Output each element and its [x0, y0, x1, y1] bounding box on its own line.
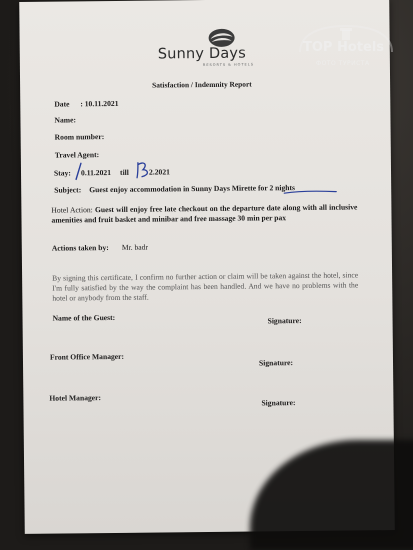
stay-till-label: till	[119, 167, 129, 177]
name-field-label: Name:	[54, 115, 77, 125]
guest-signature-label: Signature:	[267, 316, 302, 326]
subject-label: Subject:	[54, 185, 82, 195]
hotel-manager-signature-label: Signature:	[261, 398, 296, 408]
hotel-action-paragraph	[51, 202, 357, 225]
front-office-manager-label: Front Office Manager:	[49, 351, 125, 362]
actions-taken-by-label: Actions taken by:	[51, 243, 109, 253]
room-number-label: Room number:	[54, 132, 105, 142]
hotel-action-text: Guest will enjoy free late checkout on the departure date along with all inclusive amenities and fruit basket and minibar and free massage 30 min per pax	[51, 202, 358, 225]
watermark-brand: TOP Hotels	[303, 40, 385, 55]
hotel-brand-name: Sunny Days	[157, 45, 247, 63]
certificate-statement: By signing this certificate, I confirm no further action or claim will be taken against the hotel, since I'm fully satisfied by the way the complaint has been handled. And we have no problems with the hotel or anybody from the staff.	[52, 270, 359, 303]
hotel-brand-tagline: RESORTS & HOTELS	[202, 62, 254, 68]
hotel-manager-label: Hotel Manager:	[49, 393, 102, 403]
travel-agent-label: Travel Agent:	[54, 150, 100, 160]
stay-label: Stay:	[53, 168, 71, 178]
date-label: Date	[54, 99, 70, 109]
watermark-subtitle: ФОТО ТУРИСТА	[316, 60, 370, 67]
pen-underline-icon	[283, 189, 337, 196]
front-office-signature-label: Signature:	[258, 358, 294, 368]
stay-from-date: 0.11.2021	[80, 168, 112, 178]
stay-to-date: 2.2021	[148, 167, 170, 177]
subject-text: Guest enjoy accommodation in Sunny Days Mirette for 2 nights	[89, 183, 296, 195]
report-title: Satisfaction / Indemnity Report	[152, 79, 252, 90]
hotel-action-label: Hotel Action:	[51, 205, 93, 215]
date-value: : 10.11.2021	[80, 98, 119, 109]
actions-taken-by-value: Mr. badr	[121, 242, 149, 252]
guest-name-label: Name of the Guest:	[52, 312, 116, 323]
